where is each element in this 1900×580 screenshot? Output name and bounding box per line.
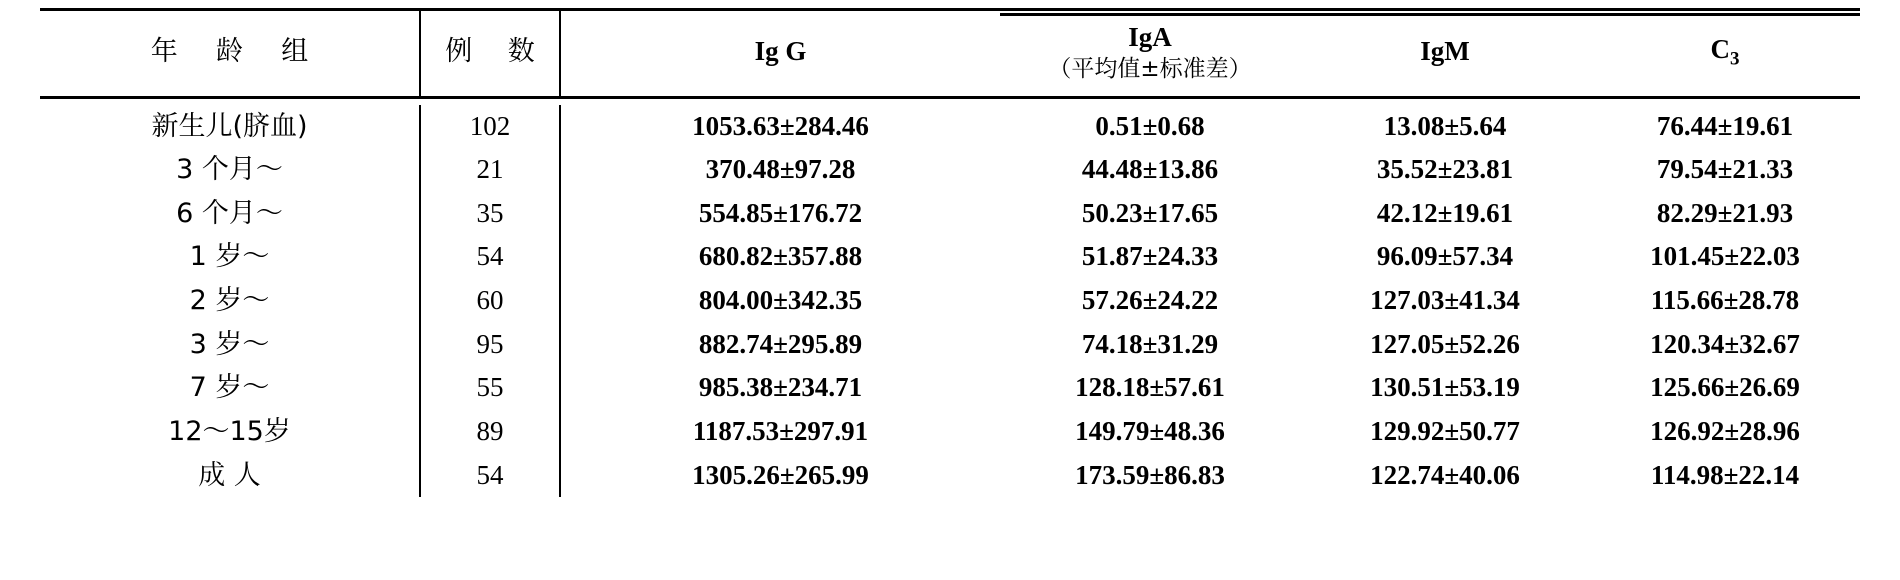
cell-n: 21	[420, 148, 560, 192]
cell-igg: 1305.26±265.99	[560, 454, 1000, 498]
cell-igg: 882.74±295.89	[560, 323, 1000, 367]
cell-age-group: 6 个月～	[176, 197, 283, 229]
cell-age-group: 成 人	[198, 459, 261, 491]
table-row	[40, 148, 1860, 192]
table-body	[40, 99, 1860, 498]
cell-iga: 128.18±57.61	[1075, 372, 1225, 403]
cell-age-group: 3 岁～	[189, 328, 270, 360]
cell-c3: 115.66±28.78	[1650, 285, 1800, 315]
cell-n: 102	[420, 105, 560, 149]
table-header	[40, 10, 1860, 99]
column-header-iga-sublabel: （平均值±标准差）	[1048, 55, 1252, 82]
cell-n: 35	[420, 192, 560, 236]
cell-age-group: 2 岁～	[189, 285, 270, 316]
cell-n: 60	[420, 279, 560, 323]
cell-iga: 0.51±0.68	[1095, 110, 1205, 141]
c3-span-rule	[1590, 13, 1860, 16]
column-header-c3-label: C	[1710, 34, 1730, 65]
cell-iga: 44.48±13.86	[1081, 154, 1219, 185]
igm-span-rule	[1300, 13, 1590, 16]
cell-n: 54	[420, 235, 560, 279]
cell-age-group: 12～15岁	[168, 415, 291, 447]
cell-iga: 149.79±48.36	[1075, 415, 1225, 446]
column-header-iga-label: IgA	[1128, 22, 1172, 52]
cell-n: 95	[420, 323, 560, 367]
cell-igm: 122.74±40.06	[1370, 459, 1520, 490]
cell-igm: 42.12±19.61	[1376, 197, 1514, 228]
cell-igg: 1053.63±284.46	[560, 105, 1000, 149]
cell-age-group: 7 岁～	[189, 372, 270, 404]
table-row	[40, 192, 1860, 236]
immunoglobulin-statistics-table	[40, 8, 1860, 497]
cell-n: 55	[420, 366, 560, 410]
cell-igg: 680.82±357.88	[560, 235, 1000, 279]
cell-igg: 804.00±342.35	[560, 279, 1000, 323]
cell-age-group: 3 个月～	[176, 154, 283, 186]
cell-age-group: 新生儿(脐血)	[151, 110, 308, 142]
cell-c3: 79.54±21.33	[1656, 154, 1794, 185]
cell-igm: 96.09±57.34	[1376, 241, 1514, 272]
cell-iga: 57.26±24.22	[1081, 285, 1219, 315]
cell-iga: 50.23±17.65	[1081, 197, 1219, 228]
cell-igm: 129.92±50.77	[1370, 415, 1520, 446]
table-row	[40, 454, 1860, 498]
cell-c3: 82.29±21.93	[1656, 197, 1794, 228]
cell-n: 54	[420, 454, 560, 498]
cell-age-group: 1 岁～	[189, 241, 270, 273]
column-header-igm-label: IgM	[1420, 36, 1470, 67]
cell-igm: 13.08±5.64	[1383, 110, 1507, 141]
cell-igg: 554.85±176.72	[560, 192, 1000, 236]
iga-span-rule	[1000, 13, 1300, 16]
cell-igm: 35.52±23.81	[1376, 154, 1514, 185]
table-row	[40, 105, 1860, 149]
table-row	[40, 279, 1860, 323]
cell-c3: 114.98±22.14	[1650, 459, 1800, 490]
cell-c3: 101.45±22.03	[1650, 241, 1800, 272]
cell-iga: 51.87±24.33	[1081, 241, 1219, 272]
header-row	[40, 11, 1860, 97]
cell-igg: 1187.53±297.91	[560, 410, 1000, 454]
cell-c3: 120.34±32.67	[1650, 328, 1800, 359]
column-header-c3	[1590, 11, 1860, 97]
column-header-age-group: 年 龄 组	[150, 36, 324, 68]
table-row	[40, 323, 1860, 367]
table-row	[40, 410, 1860, 454]
cell-igg: 985.38±234.71	[560, 366, 1000, 410]
cell-c3: 125.66±26.69	[1650, 372, 1800, 403]
cell-igm: 127.05±52.26	[1370, 328, 1520, 359]
cell-c3: 76.44±19.61	[1656, 110, 1794, 141]
cell-igg: 370.48±97.28	[560, 148, 1000, 192]
table-row	[40, 235, 1860, 279]
column-header-iga	[1000, 11, 1300, 97]
cell-iga: 74.18±31.29	[1081, 328, 1219, 359]
table-row	[40, 366, 1860, 410]
cell-c3: 126.92±28.96	[1650, 415, 1800, 446]
column-header-igg: Ig G	[560, 11, 1000, 97]
cell-iga: 173.59±86.83	[1075, 459, 1225, 490]
column-header-n: 例 数	[420, 11, 560, 97]
column-header-igm	[1300, 11, 1590, 97]
column-header-c3-subscript: 3	[1730, 48, 1740, 70]
cell-n: 89	[420, 410, 560, 454]
cell-igm: 127.03±41.34	[1370, 285, 1520, 315]
cell-igm: 130.51±53.19	[1370, 372, 1520, 403]
